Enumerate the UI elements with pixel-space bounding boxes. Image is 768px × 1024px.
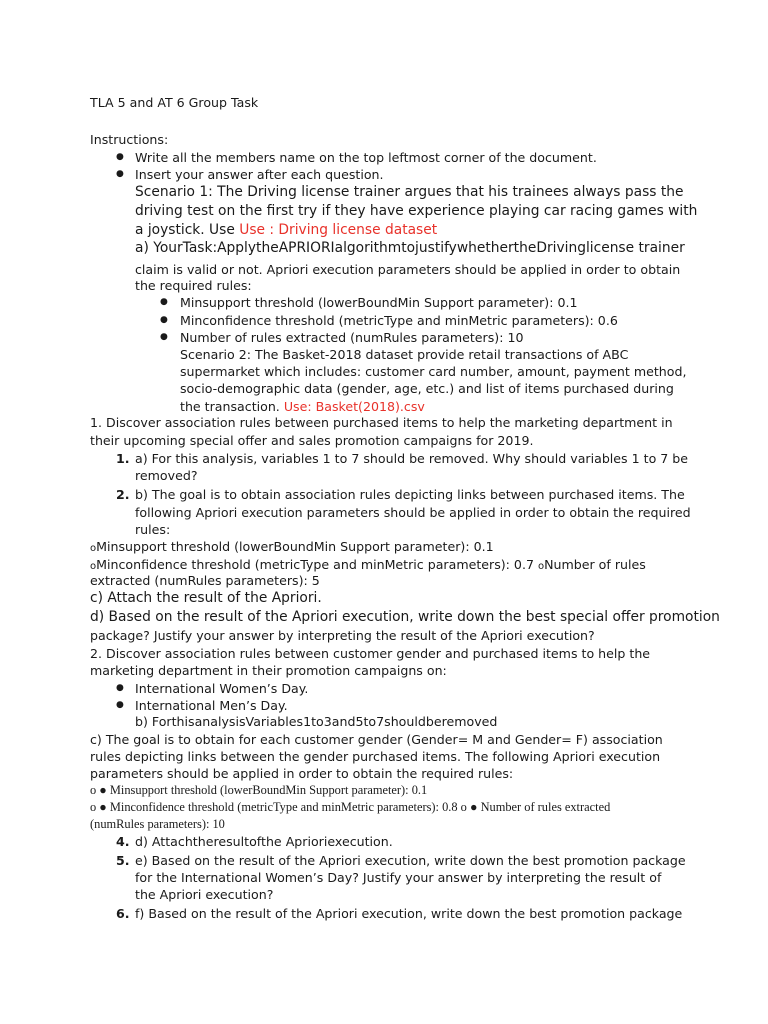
scenario1-line bbox=[135, 222, 437, 239]
question-2-line: 2. Discover association rules between customer gender and purchased items to help the bbox=[90, 646, 651, 661]
params3-text: Number of rules extracted bbox=[480, 800, 611, 814]
question-2c-line: parameters should be applied in order to obtain the required rules: bbox=[90, 766, 514, 781]
question-1d-line: package? Justify your answer by interpreting the result of the Apriori execution? bbox=[90, 628, 595, 643]
task-a-line: claim is valid or not. Apriori execution parameters should be applied in order to obtain bbox=[135, 262, 681, 277]
list-number: 6. bbox=[116, 906, 130, 921]
bullet-icon: ● bbox=[116, 683, 124, 693]
list-marker: o ● bbox=[90, 800, 107, 814]
document-title: TLA 5 and AT 6 Group Task bbox=[90, 95, 259, 110]
scenario1-line: Scenario 1: The Driving license trainer argues that his trainees always pass the bbox=[135, 184, 684, 200]
question-1b-line: b) The goal is to obtain association rules depicting links between purchased items. The bbox=[135, 487, 685, 502]
instruction-item: Insert your answer after each question. bbox=[135, 167, 384, 182]
question-1b-line: rules: bbox=[135, 522, 171, 537]
params3-line bbox=[90, 799, 610, 816]
instructions-heading: Instructions: bbox=[90, 132, 169, 147]
question-1c: c) Attach the result of the Apriori. bbox=[90, 590, 322, 606]
list-marker: o ● bbox=[90, 783, 107, 797]
list-marker: o bbox=[90, 561, 97, 572]
params3-text: Minconfidence threshold (metricType and minMetric parameters): 0.8 bbox=[109, 800, 461, 814]
params3-line: (numRules parameters): 10 bbox=[90, 817, 225, 831]
question-1-line: 1. Discover association rules between purchased items to help the marketing department in bbox=[90, 415, 673, 430]
task-a-line: the required rules: bbox=[135, 278, 252, 293]
list-number: 5. bbox=[116, 853, 130, 868]
question-2d: d) Attachtheresultofthe Aprioriexecution. bbox=[135, 834, 393, 849]
question-2c-line: c) The goal is to obtain for each customer gender (Gender= M and Gender= F) association bbox=[90, 732, 663, 747]
task-a-line: a) YourTask:ApplytheAPRIORIalgorithmtojustifywhethertheDrivinglicense trainer bbox=[135, 240, 685, 256]
bullet-icon: ● bbox=[160, 332, 168, 342]
params3-text: Minsupport threshold (lowerBoundMin Support parameter): 0.1 bbox=[109, 783, 428, 797]
campaign-item: International Women’s Day. bbox=[135, 681, 309, 696]
bullet-icon: ● bbox=[116, 152, 124, 162]
list-number: 4. bbox=[116, 834, 130, 849]
list-number: 2. bbox=[116, 487, 130, 502]
scenario2-line: Scenario 2: The Basket-2018 dataset provide retail transactions of ABC bbox=[180, 347, 629, 362]
bullet-icon: ● bbox=[116, 700, 124, 710]
scenario1-line: driving test on the first try if they have experience playing car racing games with bbox=[135, 203, 698, 219]
scenario1-line-text: a joystick. Use bbox=[135, 222, 240, 238]
param-item: Minconfidence threshold (metricType and minMetric parameters): 0.6 bbox=[180, 313, 618, 328]
scenario2-line: socio-demographic data (gender, age, etc.) and list of items purchased during bbox=[180, 381, 674, 396]
instruction-item: Write all the members name on the top leftmost corner of the document. bbox=[135, 150, 597, 165]
bullet-icon: ● bbox=[160, 315, 168, 325]
params3-line bbox=[90, 782, 427, 799]
params2-text: Number of rules bbox=[544, 557, 646, 572]
list-number: 1. bbox=[116, 451, 130, 466]
params2-line: extracted (numRules parameters): 5 bbox=[90, 573, 320, 588]
scenario2-line bbox=[180, 398, 425, 415]
question-2e-line: for the International Women’s Day? Justify your answer by interpreting the result of bbox=[135, 870, 662, 885]
question-1-line: their upcoming special offer and sales promotion campaigns for 2019. bbox=[90, 433, 534, 448]
question-2e-line: the Apriori execution? bbox=[135, 887, 274, 902]
question-2c-line: rules depicting links between the gender purchased items. The following Apriori execution bbox=[90, 749, 661, 764]
bullet-icon: ● bbox=[116, 169, 124, 179]
list-marker: o ● bbox=[460, 800, 478, 814]
list-marker: o bbox=[90, 543, 97, 554]
question-1b-line: following Apriori execution parameters should be applied in order to obtain the required bbox=[135, 505, 691, 520]
driving-license-dataset-link[interactable]: Use : Driving license dataset bbox=[239, 222, 438, 238]
question-2e-line: e) Based on the result of the Apriori execution, write down the best promotion package bbox=[135, 853, 686, 868]
question-2-line: marketing department in their promotion campaigns on: bbox=[90, 663, 447, 678]
question-2b: b) ForthisanalysisVariables1to3and5to7shouldberemoved bbox=[135, 714, 498, 729]
question-1a-line: removed? bbox=[135, 468, 198, 483]
question-1a-line: a) For this analysis, variables 1 to 7 should be removed. Why should variables 1 to 7 be bbox=[135, 451, 689, 466]
params2-line bbox=[90, 538, 494, 557]
question-1d-line: d) Based on the result of the Apriori execution, write down the best special offer promotion bbox=[90, 609, 720, 625]
params2-text: Minsupport threshold (lowerBoundMin Support parameter): 0.1 bbox=[96, 539, 494, 554]
param-item: Minsupport threshold (lowerBoundMin Support parameter): 0.1 bbox=[180, 295, 578, 310]
question-2f-line: f) Based on the result of the Apriori execution, write down the best promotion package bbox=[135, 906, 683, 921]
param-item: Number of rules extracted (numRules parameters): 10 bbox=[180, 330, 524, 345]
scenario2-line: supermarket which includes: customer card number, amount, payment method, bbox=[180, 364, 687, 379]
list-marker: o bbox=[537, 561, 545, 572]
bullet-icon: ● bbox=[160, 297, 168, 307]
basket-dataset-link[interactable]: Use: Basket(2018).csv bbox=[283, 399, 425, 414]
scenario2-line-text: the transaction. bbox=[180, 399, 284, 414]
params2-text: Minconfidence threshold (metricType and minMetric parameters): 0.7 bbox=[96, 557, 538, 572]
campaign-item: International Men’s Day. bbox=[135, 698, 288, 713]
